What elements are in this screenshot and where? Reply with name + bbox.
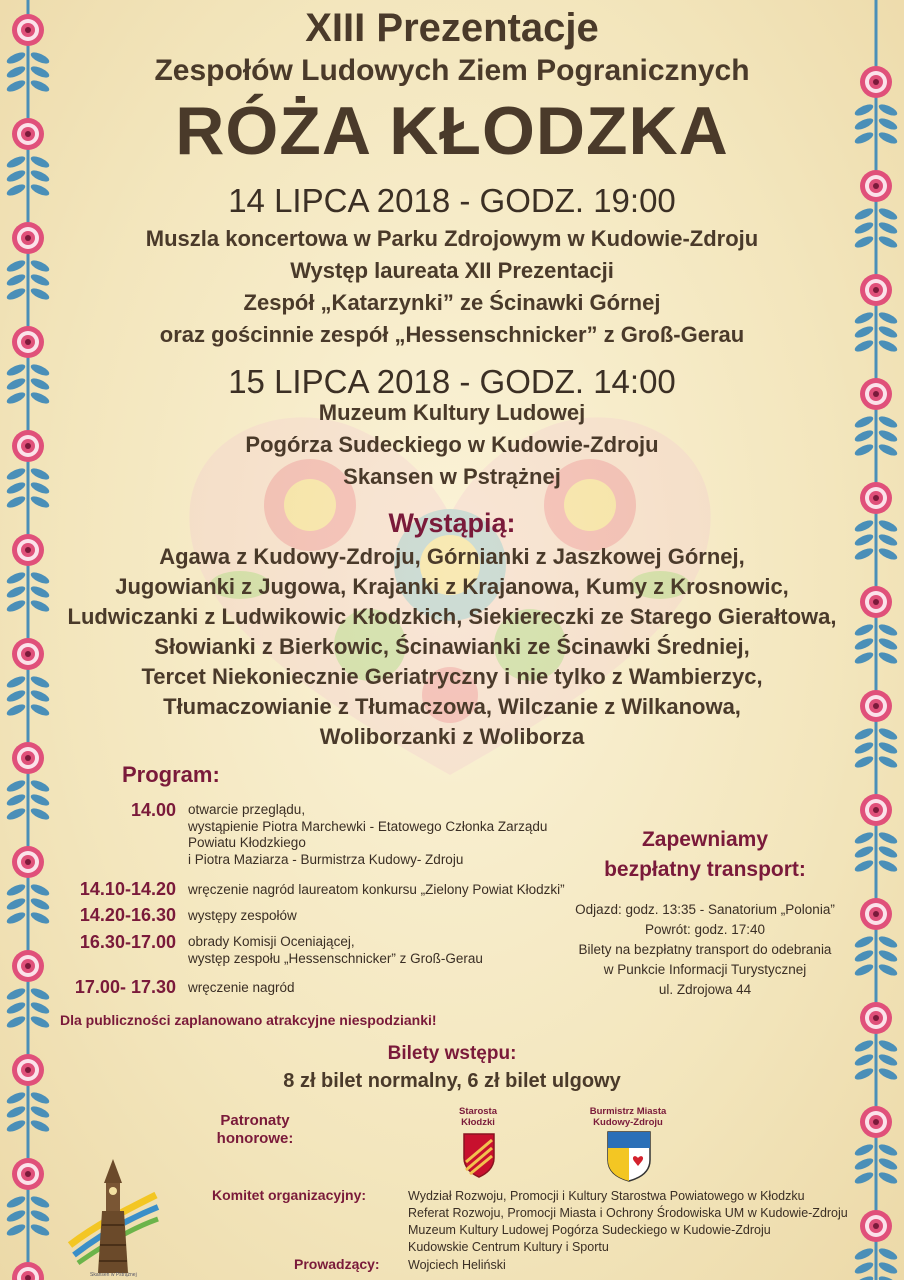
program-time: 14.00 — [130, 800, 176, 820]
committee-line: Muzeum Kultury Ludowej Pogórza Sudeckiego w Kudowie-Zdroju — [408, 1223, 771, 1237]
patron-label-line: Starosta — [458, 1106, 497, 1117]
performers-line: Tercet Niekoniecznie Geriatryczny i nie tylko z Wambierzyc, — [141, 664, 763, 689]
day1-date: 14 LIPCA 2018 - GODZ. 19:00 — [228, 182, 676, 219]
folk-flower-border-left-icon — [0, 0, 56, 1280]
transport-info: Bilety na bezpłatny transport do odebrania — [578, 942, 832, 957]
committee-line: Referat Rozwoju, Promocji Miasta i Ochrony Środowiska UM w Kudowie-Zdroju — [408, 1206, 848, 1220]
page-title: RÓŻA KŁODZKA — [175, 93, 729, 169]
program-desc-line: występ zespołu „Hessenschnicker” z Groß-Gerau — [188, 950, 483, 966]
folk-flower-icon — [5, 1262, 51, 1280]
host-label: Prowadzący: — [294, 1256, 380, 1272]
patronage-label-line: Patronaty — [220, 1112, 290, 1129]
day1-line: Występ laureata XII Prezentacji — [290, 258, 614, 283]
day2-line: Pogórza Sudeckiego w Kudowie-Zdroju — [245, 432, 659, 457]
program-desc-line: Powiatu Kłodzkiego — [188, 835, 306, 850]
transport-title: bezpłatny transport: — [604, 858, 806, 881]
starosta-coat-of-arms-icon — [462, 1132, 496, 1178]
program-time: 17.00- 17.30 — [74, 977, 176, 997]
performers-line: Tłumaczowianie z Tłumaczowa, Wilczanie z Wilkanowa, — [163, 694, 741, 719]
day2-date: 15 LIPCA 2018 - GODZ. 14:00 — [228, 363, 676, 400]
program-desc-line: otwarcie przeglądu, — [188, 802, 306, 817]
program-desc — [188, 934, 483, 967]
day1-line: Muszla koncertowa w Parku Zdrojowym w Kudowie-Zdroju — [145, 226, 759, 251]
transport-info: Odjazd: godz. 13:35 - Sanatorium „Polonia” — [575, 902, 835, 917]
tickets-prices: 8 zł bilet normalny, 6 zł bilet ulgowy — [283, 1070, 621, 1092]
program-desc-line: występy zespołów — [188, 908, 297, 923]
program-desc-line: wręczenie nagród — [188, 980, 295, 995]
tickets-title: Bilety wstępu: — [387, 1043, 517, 1064]
day1-line: Zespół „Katarzynki” ze Ścinawki Górnej — [243, 290, 661, 315]
program-desc-line: wystąpienie Piotra Marchewki - Etatowego Członka Zarządu — [188, 818, 548, 834]
performers-line: Ludwiczanki z Ludwikowic Kłodzkich, Siekiereczki ze Starego Gierałtowa, — [67, 604, 837, 629]
transport-info: w Punkcie Informacji Turystycznej — [603, 962, 807, 977]
header-line1: XIII Prezentacje — [305, 6, 599, 50]
transport-title: Zapewniamy — [641, 828, 769, 851]
patron-label-line: Burmistrz Miasta — [589, 1106, 667, 1117]
performers-title: Wystąpią: — [388, 508, 516, 538]
performers-line: Jugowianki z Jugowa, Krajanki z Krajanowa, Kumy z Krosnowic, — [115, 574, 789, 599]
performers-line: Agawa z Kudowy-Zdroju, Górnianki z Jaszkowej Górnej, — [159, 544, 745, 569]
program-time: 14.10-14.20 — [79, 879, 176, 899]
tower-logo-caption: Skansen w Pstrążnej — [90, 1272, 137, 1278]
program-title: Program: — [122, 762, 220, 787]
day2-line: Skansen w Pstrążnej — [343, 464, 561, 489]
folk-flower-border-right-icon — [848, 0, 904, 1280]
header-line2: Zespołów Ludowych Ziem Pogranicznych — [154, 54, 750, 87]
patron-label-line: Kudowy-Zdroju — [593, 1117, 663, 1128]
transport-info: Powrót: godz. 17:40 — [644, 922, 766, 937]
patronage-label — [190, 1112, 320, 1148]
patron-starosta-label — [448, 1106, 508, 1128]
kudowa-coat-of-arms-icon — [606, 1130, 652, 1182]
committee-line: Wydział Rozwoju, Promocji i Kultury Starostwa Powiatowego w Kłodzku — [408, 1189, 805, 1203]
patronage-label-line: honorowe: — [216, 1130, 294, 1147]
committee-line: Kudowskie Centrum Kultury i Sportu — [408, 1240, 609, 1254]
program-desc — [188, 802, 547, 868]
committee-label: Komitet organizacyjny: — [212, 1187, 367, 1203]
wooden-tower-logo-icon — [66, 1155, 160, 1280]
program-desc-line: wręczenie nagród laureatom konkursu „Zielony Powiat Kłodzki” — [188, 882, 565, 897]
patron-label-line: Kłodzki — [461, 1117, 495, 1128]
patron-burmistrz-label — [578, 1106, 678, 1128]
transport-info: ul. Zdrojowa 44 — [658, 982, 752, 997]
day1-line: oraz gościnnie zespół „Hessenschnicker” z Groß-Gerau — [159, 322, 745, 347]
program-time: 14.20-16.30 — [79, 905, 176, 925]
host-name: Wojciech Heliński — [408, 1258, 506, 1272]
program-desc-line: obrady Komisji Oceniającej, — [188, 934, 355, 949]
program-note: Dla publiczności zaplanowano atrakcyjne niespodzianki! — [60, 1012, 437, 1028]
day2-line: Muzeum Kultury Ludowej — [318, 400, 586, 425]
performers-line: Słowianki z Bierkowic, Ścinawianki ze Ścinawki Średniej, — [154, 634, 750, 659]
program-time: 16.30-17.00 — [79, 932, 176, 952]
program-desc-line: i Piotra Maziarza - Burmistrza Kudowy- Zdroju — [188, 851, 464, 867]
performers-line: Woliborzanki z Woliborza — [319, 724, 585, 749]
